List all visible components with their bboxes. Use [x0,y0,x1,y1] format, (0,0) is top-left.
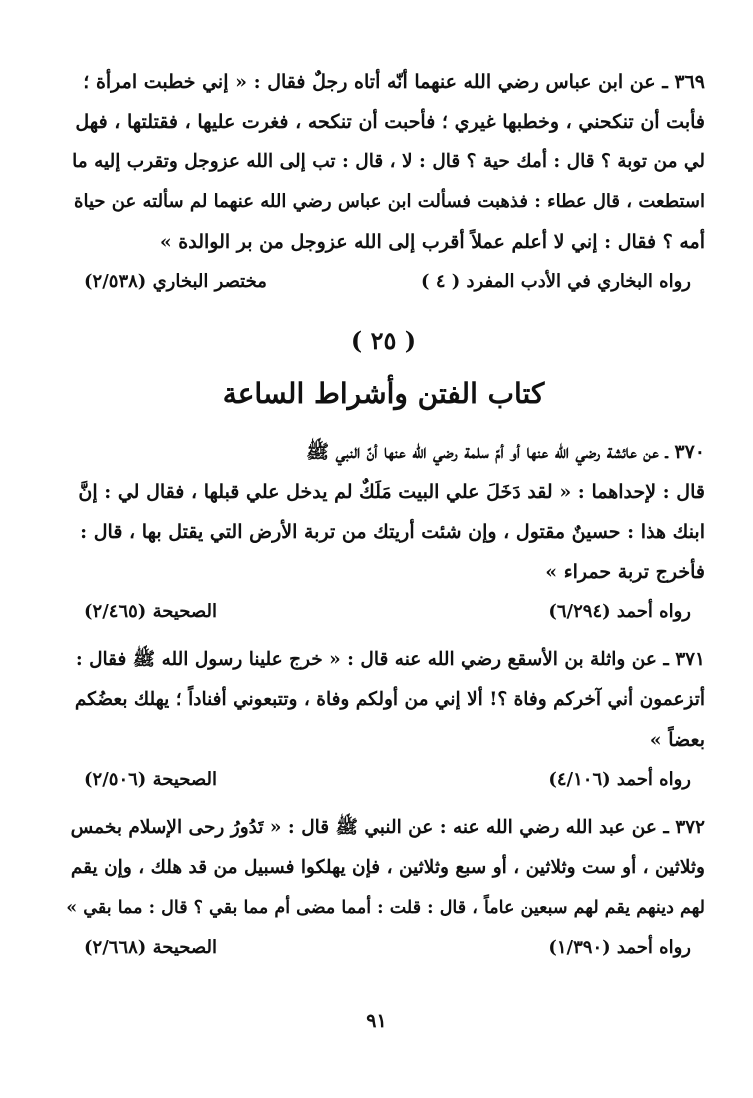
hadith-370-source [62,592,705,630]
hadith-369-text [62,62,705,262]
hadith-372-source [62,928,705,966]
text-line: بعضاً » [649,729,705,751]
authentication-reference: الصحيحة (٢/٤٦٥) [84,600,217,622]
text-line: ٣٧٠ ـ عن عائشة رضي الله عنها أو أمّ سلمة رضي الله عنها أنّ النبي ﷺ [306,441,705,463]
hadith-369-source [62,262,705,300]
text-line: فأبت أن تنكحني ، وخطبها غيري ؛ فأحبت أن تنكحه ، فغرت عليها ، فقتلتها ، فهل [75,111,705,133]
text-line: ابنك هذا : حسينٌ مقتول ، وإن شئت أريتك من تربة الأرض التي يقتل بها ، قال : [80,521,705,543]
hadith-371-text [62,640,705,760]
text-line: لهم دينهم يقم لهم سبعين عاماً ، قال : قلت : أمما مضى أم مما بقي ؟ قال : مما بقي » [66,898,705,918]
authentication-reference: الصحيحة (٢/٦٦٨) [84,936,217,958]
text-line: قال : لإحداهما : « لقد دَخَلَ علي البيت مَلَكٌ لم يدخل علي قبلها ، فقال لي : إنَّ [78,481,705,503]
text-line: لي من توبة ؟ قال : أمك حية ؟ قال : لا ، قال : تب إلى الله عزوجل وتقرب إليه ما [72,151,705,172]
hadith-370-text [62,432,705,592]
hadith-371-source [62,760,705,798]
text-line: استطعت ، قال عطاء : فذهبت فسألت ابن عباس رضي الله عنهما لم سألته عن حياة [74,191,705,212]
chapter-number: ( ٢٥ ) [350,326,417,355]
page-number: ٩١ [366,1010,387,1032]
page-body [62,62,705,966]
text-line: أتزعمون أني آخركم وفاة ؟! ألا إني من أولكم وفاة ، وتتبعوني أفناداً ؛ يهلك بعضُكم [74,689,705,710]
text-line: أمه ؟ فقال : إني لا أعلم عملاً أقرب إلى الله عزوجل من بر الوالدة » [159,231,705,253]
chapter-title: كتاب الفتن وأشراط الساعة [222,377,545,410]
hadith-372-text [62,808,705,928]
source-reference: رواه البخاري في الأدب المفرد ( ٤ ) [421,270,691,292]
source-reference: رواه أحمد (٤/١٠٦) [548,768,691,790]
text-line: فأخرج تربة حمراء » [545,561,705,583]
authentication-reference: الصحيحة (٢/٥٠٦) [84,768,217,790]
source-reference: رواه أحمد (٦/٢٩٤) [548,600,691,622]
text-line: ٣٧٢ ـ عن عبد الله رضي الله عنه : عن النبي ﷺ قال : « تَدُورُ رحى الإسلام بخمس [70,817,705,838]
text-line: ٣٦٩ ـ عن ابن عباس رضي الله عنهما أنّه أتاه رجلٌ فقال : « إني خطبت امرأة ؛ [83,71,705,93]
text-line: ٣٧١ ـ عن واثلة بن الأسقع رضي الله عنه قال : « خرج علينا رسول الله ﷺ فقال : [75,649,705,670]
source-reference: رواه أحمد (١/٣٩٠) [548,936,691,958]
text-line: وثلاثين ، أو ست وثلاثين ، أو سبع وثلاثين ، فإن يهلكوا فسبيل من قد هلك ، وإن يقم [70,857,705,878]
authentication-reference: مختصر البخاري (٢/٥٣٨) [84,270,267,292]
